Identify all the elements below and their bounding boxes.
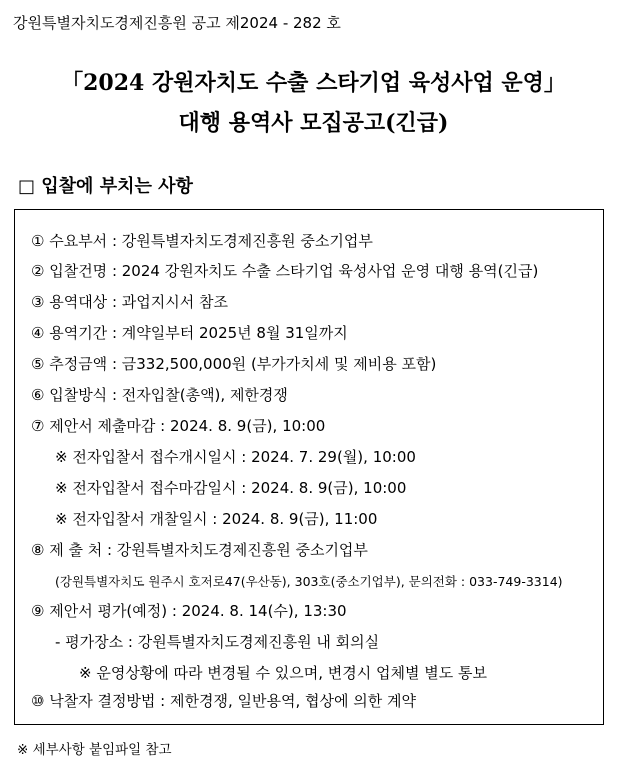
section-heading: □ 입찰에 부치는 사항 bbox=[18, 176, 193, 197]
item-evaluation-date: ⑨ 제안서 평가(예정) : 2024. 8. 14(수), 13:30 bbox=[31, 602, 347, 620]
item-proposal-deadline: ⑦ 제안서 제출마감 : 2024. 8. 9(금), 10:00 bbox=[31, 417, 326, 435]
item-submission-place: ⑧ 제 출 처 : 강원특별자치도경제진흥원 중소기업부 bbox=[31, 541, 368, 559]
item-service-scope: ③ 용역대상 : 과업지시서 참조 bbox=[31, 293, 228, 311]
item-service-period: ④ 용역기간 : 계약일부터 2025년 8월 31일까지 bbox=[31, 324, 348, 342]
note-bid-close: ※ 전자입찰서 접수마감일시 : 2024. 8. 9(금), 10:00 bbox=[55, 479, 407, 497]
submission-address: (강원특별자치도 원주시 호저로47(우산동), 303호(중소기업부), 문의전화 : 033-749-3314) bbox=[55, 574, 563, 589]
title-line-1: 「2024 강원자치도 수출 스타기업 육성사업 운영」 bbox=[61, 70, 566, 96]
item-department: ① 수요부서 : 강원특별자치도경제진흥원 중소기업부 bbox=[31, 232, 373, 250]
note-bid-open-start: ※ 전자입찰서 접수개시일시 : 2024. 7. 29(월), 10:00 bbox=[55, 448, 416, 466]
item-bid-title: ② 입찰건명 : 2024 강원자치도 수출 스타기업 육성사업 운영 대행 용역(긴급) bbox=[31, 262, 539, 280]
bid-details-box bbox=[14, 209, 604, 725]
note-bid-opening: ※ 전자입찰서 개찰일시 : 2024. 8. 9(금), 11:00 bbox=[55, 510, 378, 528]
notice-number: 강원특별자치도경제진흥원 공고 제2024 - 282 호 bbox=[13, 14, 341, 32]
item-award-method: ⑩ 낙찰자 결정방법 : 제한경쟁, 일반용역, 협상에 의한 계약 bbox=[31, 692, 416, 710]
item-estimated-price: ⑤ 추정금액 : 금332,500,000원 (부가가치세 및 제비용 포함) bbox=[31, 355, 437, 373]
item-bid-method: ⑥ 입찰방식 : 전자입찰(총액), 제한경쟁 bbox=[31, 386, 288, 404]
title-line-2: 대행 용역사 모집공고(긴급) bbox=[178, 110, 449, 136]
evaluation-place: - 평가장소 : 강원특별자치도경제진흥원 내 회의실 bbox=[55, 633, 380, 651]
note-schedule-change: ※ 운영상황에 따라 변경될 수 있으며, 변경시 업체별 별도 통보 bbox=[79, 664, 488, 682]
footnote: ※ 세부사항 붙임파일 참고 bbox=[17, 742, 172, 758]
